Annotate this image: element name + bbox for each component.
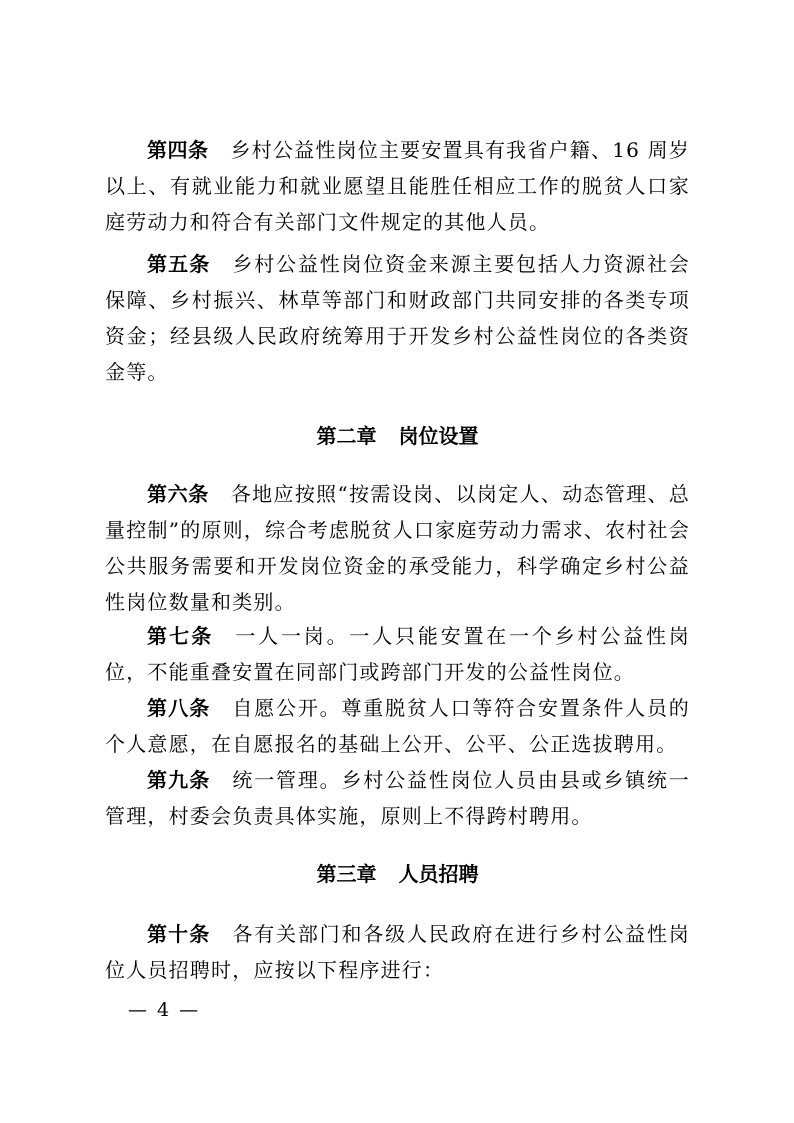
article-6 — [105, 476, 690, 620]
chapter-heading — [105, 418, 690, 454]
article-text: 各有关部门和各级人民政府在进行乡村公益性岗位人员招聘时，应按以下程序进行： — [105, 922, 691, 982]
article-8 — [105, 690, 690, 762]
article-label: 第四条 — [147, 138, 209, 162]
article-label: 第五条 — [147, 252, 211, 276]
article-text: 一人一岗。一人只能安置在一个乡村公益性岗位，不能重叠安置在同部门或跨部门开发的公益性岗位。 — [105, 624, 691, 684]
article-label: 第六条 — [147, 482, 209, 506]
article-4 — [105, 132, 690, 240]
article-text: 乡村公益性岗位主要安置具有我省户籍、16 周岁以上、有就业能力和就业愿望且能胜任相应工作的脱贫人口家庭劳动力和符合有关部门文件规定的其他人员。 — [105, 138, 691, 234]
article-7 — [105, 618, 690, 690]
article-label: 第九条 — [147, 768, 211, 792]
article-label: 第十条 — [147, 922, 211, 946]
article-text: 各地应按照“按需设岗、以岗定人、动态管理、总量控制”的原则，综合考虑脱贫人口家庭劳动力需求、农村社会公共服务需要和开发岗位资金的承受能力，科学确定乡村公益性岗位数量和类别。 — [105, 482, 690, 614]
chapter-heading — [105, 856, 690, 892]
article-5 — [105, 246, 690, 390]
page-number: — 4 — — [128, 999, 201, 1021]
article-text: 统一管理。乡村公益性岗位人员由县或乡镇统一管理，村委会负责具体实施，原则上不得跨村聘用。 — [105, 768, 691, 828]
article-label: 第八条 — [147, 696, 211, 720]
article-label: 第七条 — [147, 624, 214, 648]
chapter-title: 岗位设置 — [398, 424, 479, 448]
article-9 — [105, 762, 690, 834]
chapter-number: 第二章 — [316, 424, 377, 448]
article-10 — [105, 916, 690, 988]
article-text: 自愿公开。尊重脱贫人口等符合安置条件人员的个人意愿，在自愿报名的基础上公开、公平、公正选拔聘用。 — [105, 696, 691, 756]
chapter-number: 第三章 — [316, 862, 377, 886]
article-text: 乡村公益性岗位资金来源主要包括人力资源社会保障、乡村振兴、林草等部门和财政部门共同安排的各类专项资金；经县级人民政府统筹用于开发乡村公益性岗位的各类资金等。 — [105, 252, 691, 384]
chapter-title: 人员招聘 — [398, 862, 479, 886]
